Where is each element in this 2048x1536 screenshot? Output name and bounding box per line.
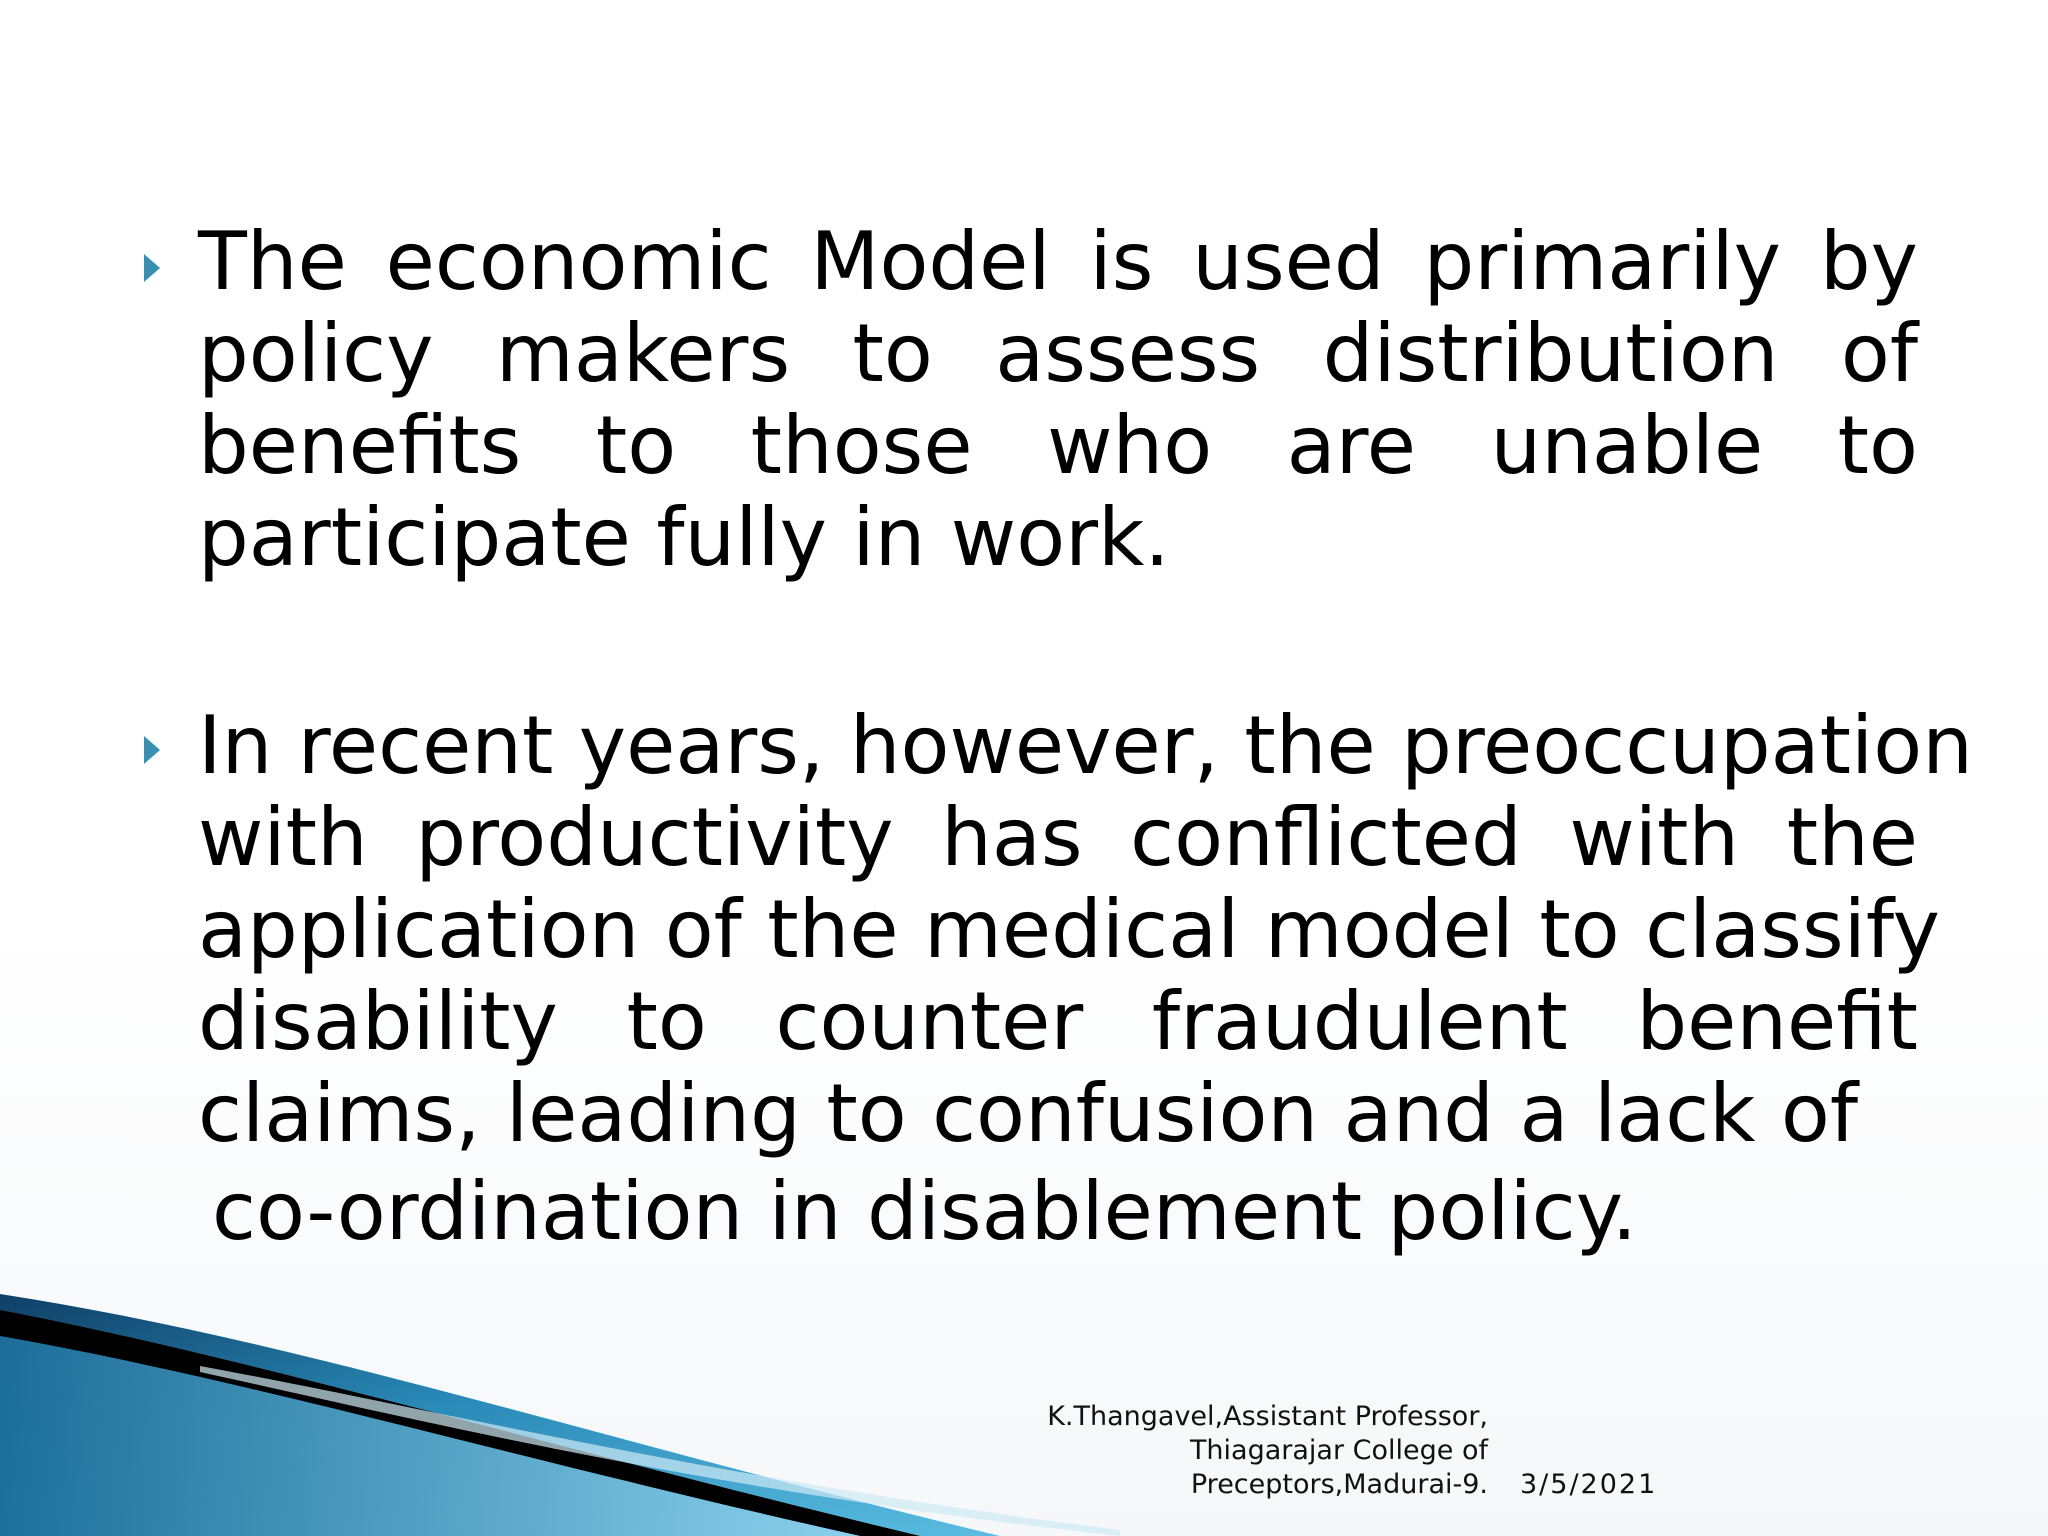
footer-date: 3/5/2021 [1520, 1469, 1658, 1500]
bullet-2-line-6: co-ordination in disablement policy. [212, 1165, 1638, 1258]
bullet-triangle-icon [144, 736, 160, 764]
bullet-2-line-1: In recent years, however, the preoccupation [198, 699, 1973, 792]
decorative-swoosh [0, 1280, 1120, 1536]
bullet-1-line-3: benefits to those who are unable to [198, 399, 1918, 492]
bullet-1-line-2: policy makers to assess distribution of [198, 307, 1918, 400]
bullet-1-line-1: The economic Model is used primarily by [198, 215, 1918, 308]
bullet-triangle-icon [144, 254, 160, 282]
bullet-2-line-4: disability to counter fraudulent benefit [198, 975, 1918, 1068]
bullet-2-line-3: application of the medical model to classify [198, 883, 1940, 976]
bullet-2-line-2: with productivity has conflicted with the [198, 791, 1918, 884]
footer-author-line-1: K.Thangavel,Assistant Professor, [1047, 1401, 1488, 1432]
footer-author-line-2: Thiagarajar College of [1189, 1435, 1488, 1466]
footer-author-line-3: Preceptors,Madurai-9. [1190, 1469, 1488, 1500]
footer-author [1020, 1400, 1488, 1502]
bullet-1-line-4: participate fully in work. [198, 491, 1170, 584]
bullet-2-line-5: claims, leading to confusion and a lack of [198, 1067, 1859, 1160]
